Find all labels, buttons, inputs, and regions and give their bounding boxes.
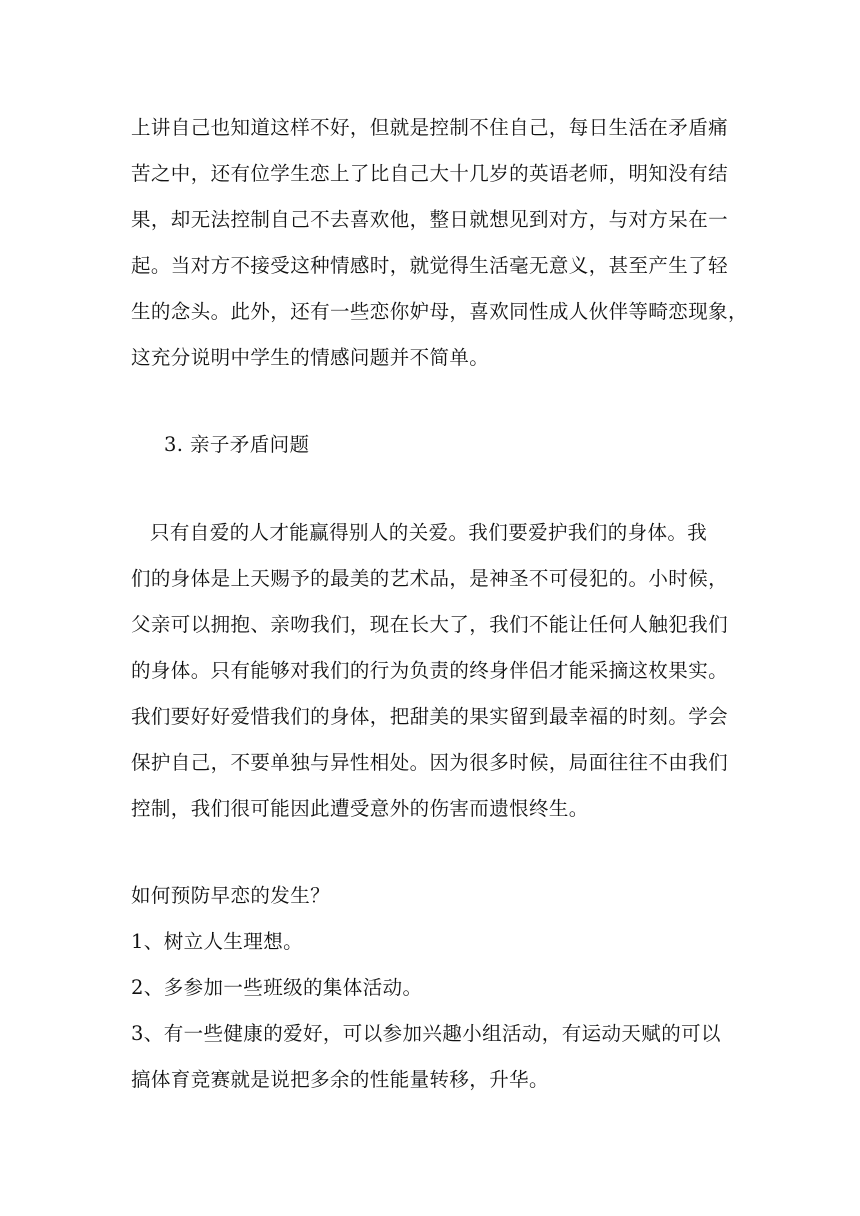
question-heading: 如何预防早恋的发生？ [131, 884, 331, 907]
list-item: 1、树立人生理想。 [131, 930, 304, 953]
paragraph-line: 果，却无法控制自己不去喜欢他，整日就想见到对方，与对方呆在一 [131, 208, 729, 231]
list-item: 3、有一些健康的爱好，可以参加兴趣小组活动，有运动天赋的可以 [131, 1022, 721, 1045]
paragraph-line: 上讲自己也知道这样不好，但就是控制不住自己，每日生活在矛盾痛 [131, 116, 729, 139]
paragraph-line: 父亲可以拥抱、亲吻我们，现在长大了，我们不能让任何人触犯我们 [131, 613, 729, 636]
paragraph-line: 我们要好好爱惜我们的身体，把甜美的果实留到最幸福的时刻。学会 [131, 705, 729, 728]
paragraph-line: 这充分说明中学生的情感问题并不简单。 [131, 346, 490, 369]
list-item: 搞体育竞赛就是说把多余的性能量转移，升华。 [131, 1068, 549, 1091]
paragraph-line: 生的念头。此外，还有一些恋你妒母，喜欢同性成人伙伴等畸恋现象， [131, 300, 748, 323]
paragraph-line: 的身体。只有能够对我们的行为负责的终身伴侣才能采摘这枚果实。 [131, 659, 729, 682]
paragraph-line: 起。当对方不接受这种情感时，就觉得生活毫无意义，甚至产生了轻 [131, 254, 729, 277]
paragraph-line: 保护自己，不要单独与异性相处。因为很多时候，局面往往不由我们 [131, 751, 729, 774]
paragraph-line: 们的身体是上天赐予的最美的艺术品，是神圣不可侵犯的。小时候， [131, 567, 729, 590]
paragraph-line: 控制，我们很可能因此遭受意外的伤害而遗恨终生。 [131, 797, 589, 820]
section-heading: 3. 亲子矛盾问题 [164, 433, 310, 456]
list-item: 2、多参加一些班级的集体活动。 [131, 976, 423, 999]
paragraph-line: 苦之中，还有位学生恋上了比自己大十几岁的英语老师，明知没有结 [131, 162, 729, 185]
paragraph-line: 只有自爱的人才能赢得别人的关爱。我们要爱护我们的身体。我 [150, 521, 708, 544]
